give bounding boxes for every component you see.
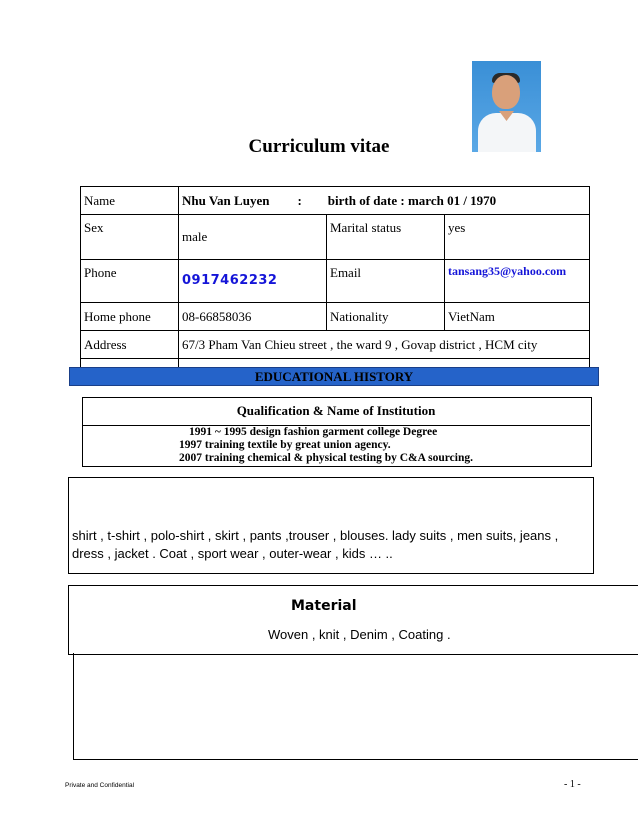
- name-label: Name: [81, 187, 179, 215]
- blank-box: [73, 653, 638, 760]
- address-value: 67/3 Pham Van Chieu street , the ward 9 , Govap district , HCM city: [179, 331, 590, 359]
- name-separator: :: [297, 193, 302, 208]
- home-phone-value: 08-66858036: [179, 303, 327, 331]
- nationality-label: Nationality: [327, 303, 445, 331]
- footer-confidential: Private and Confidential: [65, 782, 135, 789]
- material-box: [68, 585, 638, 655]
- products-text: shirt , t-shirt , polo-shirt , skirt , pants ,trouser , blouses. lady suits , men suits, jeans , dress , jacket . Coat , sport wear , outer-wear , kids … ..: [72, 528, 559, 561]
- education-line: 1991 ~ 1995 design fashion garment college Degree: [189, 426, 438, 438]
- page-title: Curriculum vitae: [248, 136, 390, 157]
- email-label: Email: [327, 260, 445, 303]
- phone-label: Phone: [81, 260, 179, 303]
- material-text: Woven , knit , Denim , Coating .: [268, 627, 451, 642]
- education-line: 2007 training chemical & physical testing by C&A sourcing.: [179, 452, 474, 464]
- marital-label: Marital status: [327, 215, 445, 260]
- education-header: Qualification & Name of Institution: [82, 397, 590, 426]
- sex-value: male: [179, 215, 327, 260]
- material-title: Material: [291, 598, 357, 614]
- name-value: Nhu Van Luyen: [182, 193, 270, 208]
- home-phone-label: Home phone: [81, 303, 179, 331]
- education-section-title: EDUCATIONAL HISTORY: [69, 367, 599, 386]
- marital-value: yes: [445, 215, 590, 260]
- sex-label: Sex: [81, 215, 179, 260]
- education-line: 1997 training textile by great union agency.: [179, 439, 391, 451]
- birth-date: birth of date : march 01 / 1970: [327, 193, 497, 208]
- page-number: - 1 -: [564, 779, 581, 790]
- nationality-value: VietNam: [445, 303, 590, 331]
- address-label: Address: [81, 331, 179, 359]
- name-cell: [179, 187, 590, 215]
- email-link[interactable]: tansang35@yahoo.com: [448, 264, 567, 278]
- phone-value[interactable]: 0917462232: [182, 273, 278, 288]
- personal-info-table: [80, 186, 590, 386]
